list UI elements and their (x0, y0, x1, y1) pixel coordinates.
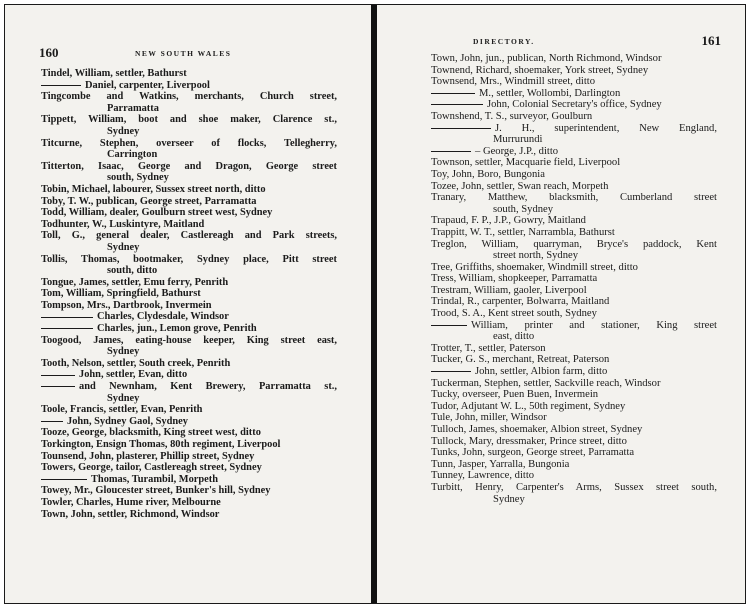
directory-entry (41, 439, 337, 451)
entry-text: Tress, William, shopkeeper, Parramatta (431, 273, 598, 285)
entry-text: Tongue, James, settler, Emu ferry, Penrith (41, 276, 229, 288)
entry-text: Tree, Griffiths, shoemaker, Windmill street, ditto (431, 261, 638, 273)
entry-text: Trindal, R., carpenter, Bolwarra, Maitland (431, 296, 610, 308)
entry-text: Towers, George, tailor, Castlereagh street, Sydney (41, 462, 262, 474)
entry-text: Tunks, John, surgeon, George street, Parramatta (431, 447, 635, 459)
directory-entry (431, 181, 717, 193)
directory-entry (431, 447, 717, 459)
entry-text: Town, John, jun., publican, North Richmond, Windsor (431, 53, 662, 64)
entry-text: Tippett, William, boot and shoe maker, Clarence st., (41, 114, 337, 126)
directory-entry (41, 323, 337, 335)
entry-continuation-line (41, 242, 337, 254)
entry-text: John, Sydney Gaol, Sydney (67, 415, 188, 427)
entry-continuation-line (431, 134, 717, 146)
directory-entry (431, 99, 717, 111)
directory-entry (431, 343, 717, 355)
entry-text: Townson, settler, Macquarie field, Liverpool (431, 157, 621, 169)
entry-text: Sydney (107, 125, 140, 137)
ditto-dash (431, 371, 471, 372)
entry-text: Trestram, William, gaoler, Liverpool (431, 284, 587, 296)
directory-entry (41, 509, 337, 521)
entry-text: Tozee, John, settler, Swan reach, Morpeth (431, 180, 609, 192)
entry-text: J. H., superintendent, New England, (495, 122, 717, 134)
directory-entry (431, 436, 717, 448)
left-page (5, 5, 371, 603)
directory-entry (41, 474, 337, 486)
directory-entry (431, 169, 717, 181)
entry-text: – George, J.P., ditto (475, 145, 559, 157)
entry-continuation-line (431, 250, 717, 262)
directory-entry (431, 262, 717, 274)
directory-entry (431, 459, 717, 471)
entry-text: Tooth, Nelson, settler, South creek, Penrith (41, 357, 231, 369)
directory-entry (41, 207, 337, 219)
entry-text: John, settler, Evan, ditto (79, 369, 188, 381)
entry-text: Townsend, Mrs., Windmill street, ditto (431, 76, 596, 88)
directory-entry (41, 80, 337, 92)
directory-entry (431, 308, 717, 320)
entry-text: Toogood, James, eating-house keeper, King street east, (41, 334, 337, 346)
directory-entry (431, 389, 717, 401)
directory-entry (431, 88, 717, 100)
directory-entry (41, 369, 337, 381)
directory-entry (431, 354, 717, 366)
entry-text: Todhunter, W., Luskintyre, Maitland (41, 218, 205, 230)
entry-text: John, Colonial Secretary's office, Sydney (487, 99, 662, 111)
directory-entry (431, 320, 717, 332)
entry-text: Murrurundi (493, 134, 543, 146)
entry-text: Sydney (107, 392, 140, 404)
directory-entry (431, 215, 717, 227)
entry-text: Tulloch, James, shoemaker, Albion street, Sydney (431, 424, 643, 435)
entry-text: Thomas, Turambil, Morpeth (91, 473, 219, 485)
directory-entry (41, 288, 337, 300)
entry-continuation-line (431, 331, 717, 343)
entry-text: Townshend, T. S., surveyor, Goulburn (431, 110, 593, 122)
running-head-right: DIRECTORY. (473, 37, 535, 46)
directory-entry (431, 53, 717, 65)
entry-text: Charles, Clydesdale, Windsor (97, 311, 229, 323)
entry-text: Towler, Charles, Hume river, Melbourne (41, 496, 221, 508)
entry-text: Tollis, Thomas, bootmaker, Sydney place, Pitt street (41, 253, 337, 265)
directory-entry (41, 114, 337, 126)
entry-text: Tunney, Lawrence, ditto (431, 470, 535, 482)
entry-text: Tingcombe and Watkins, merchants, Church street, (41, 91, 337, 103)
directory-entry (431, 412, 717, 424)
entry-text: Titcurne, Stephen, overseer of flocks, Tellegherry, (41, 137, 337, 149)
entry-text: Tindel, William, settler, Bathurst (41, 68, 187, 79)
directory-entry (41, 404, 337, 416)
ditto-dash (431, 325, 467, 326)
directory-entry (431, 401, 717, 413)
directory-entry (431, 65, 717, 77)
ditto-dash (431, 104, 483, 105)
directory-entry (431, 227, 717, 239)
ditto-dash (41, 479, 87, 480)
directory-entry (41, 196, 337, 208)
entry-text: Sydney (493, 493, 525, 505)
directory-entry (431, 366, 717, 378)
directory-entries-left (41, 68, 337, 520)
ditto-dash (431, 128, 491, 129)
directory-entry (41, 358, 337, 370)
directory-entry (431, 76, 717, 88)
directory-entry (431, 296, 717, 308)
entry-text: Tunn, Jasper, Yarralla, Bungonia (431, 458, 570, 470)
directory-entry (41, 427, 337, 439)
directory-entry (431, 146, 717, 158)
directory-entry (431, 239, 717, 251)
directory-entry (431, 157, 717, 169)
entry-continuation-line (41, 126, 337, 138)
directory-entry (431, 470, 717, 482)
book-spread (4, 4, 746, 604)
entry-text: Tullock, Mary, dressmaker, Prince street, ditto (431, 435, 627, 447)
entry-text: south, ditto (107, 265, 158, 277)
directory-entry (41, 311, 337, 323)
entry-continuation-line (41, 103, 337, 115)
entry-text: Trotter, T., settler, Paterson (431, 342, 546, 354)
entry-text: Tooze, George, blacksmith, King street west, ditto (41, 427, 261, 439)
entry-text: Treglon, William, quarryman, Bryce's paddock, Kent (431, 238, 717, 250)
directory-entry (431, 111, 717, 123)
entry-continuation-line (41, 393, 337, 405)
entry-text: Towey, Mr., Gloucester street, Bunker's hill, Sydney (41, 485, 271, 497)
directory-entry (41, 138, 337, 150)
entry-text: east, ditto (493, 331, 535, 343)
entry-text: Sydney (107, 346, 140, 358)
ditto-dash (41, 386, 75, 387)
entry-text: John, settler, Albion farm, ditto (475, 366, 608, 378)
directory-entry (41, 254, 337, 266)
directory-entries-right (431, 53, 717, 505)
ditto-dash (431, 151, 471, 152)
ditto-dash (41, 317, 93, 318)
entry-text: M., settler, Wollombi, Darlington (479, 87, 621, 99)
entry-continuation-line (431, 494, 717, 506)
directory-entry (431, 192, 717, 204)
directory-entry (41, 219, 337, 231)
page-number-right: 161 (701, 33, 721, 48)
entry-continuation-line (41, 172, 337, 184)
directory-entry (431, 273, 717, 285)
entry-text: south, Sydney (107, 172, 169, 184)
entry-text: Tudor, Adjutant W. L., 50th regiment, Sydney (431, 400, 626, 412)
entry-text: Tuckerman, Stephen, settler, Sackville reach, Windsor (431, 377, 661, 389)
directory-entry (41, 161, 337, 173)
directory-entry (431, 378, 717, 390)
directory-entry (41, 335, 337, 347)
entry-continuation-line (431, 204, 717, 216)
directory-entry (41, 485, 337, 497)
directory-entry (431, 285, 717, 297)
entry-text: south, Sydney (493, 203, 554, 215)
entry-text: Torkington, Ensign Thomas, 80th regiment, Liverpool (41, 439, 281, 450)
entry-text: Trapaud, F. P., J.P., Gowry, Maitland (431, 215, 586, 227)
entry-text: Toy, John, Boro, Bungonia (431, 168, 545, 180)
entry-text: Tounsend, John, plasterer, Phillip street, Sydney (41, 450, 255, 462)
directory-entry (41, 230, 337, 242)
directory-entry (431, 482, 717, 494)
entry-continuation-line (41, 149, 337, 161)
entry-text: Town, John, settler, Richmond, Windsor (41, 508, 220, 520)
directory-entry (41, 497, 337, 509)
directory-entry (41, 91, 337, 103)
right-page (377, 5, 746, 603)
directory-entry (41, 462, 337, 474)
entry-text: Todd, William, dealer, Goulburn street west, Sydney (41, 207, 273, 219)
directory-entry (41, 381, 337, 393)
entry-text: Tom, William, Springfield, Bathurst (41, 288, 201, 300)
directory-entry (41, 68, 337, 80)
directory-entry (41, 184, 337, 196)
entry-text: Tompson, Mrs., Dartbrook, Invermein (41, 299, 212, 311)
entry-text: Charles, jun., Lemon grove, Penrith (97, 323, 257, 335)
entry-text: Daniel, carpenter, Liverpool (85, 79, 210, 91)
entry-text: Tucky, overseer, Puen Buen, Invermein (431, 389, 599, 401)
page-number-left: 160 (39, 45, 59, 60)
directory-entry (41, 451, 337, 463)
directory-entry (41, 277, 337, 289)
ditto-dash (41, 85, 81, 86)
running-head-left: NEW SOUTH WALES (135, 49, 232, 58)
entry-text: Trood, S. A., Kent street south, Sydney (431, 308, 597, 320)
entry-text: Tobin, Michael, labourer, Sussex street north, ditto (41, 183, 266, 195)
directory-entry (41, 300, 337, 312)
entry-text: Trappitt, W. T., settler, Narrambla, Bathurst (431, 226, 615, 238)
entry-text: Toby, T. W., publican, George street, Parramatta (41, 195, 257, 207)
directory-entry (41, 416, 337, 428)
entry-text: Toll, G., general dealer, Castlereagh and Park streets, (41, 230, 337, 242)
entry-continuation-line (41, 346, 337, 358)
directory-entry (431, 424, 717, 436)
directory-entry (431, 123, 717, 135)
ditto-dash (431, 93, 475, 94)
entry-text: William, printer and stationer, King street (471, 319, 717, 331)
entry-text: Turbitt, Henry, Carpenter's Arms, Sussex street south, (431, 481, 717, 493)
entry-text: Titterton, Isaac, George and Dragon, George street (41, 160, 337, 172)
ditto-dash (41, 375, 75, 376)
entry-text: Tucker, G. S., merchant, Retreat, Paterson (431, 354, 610, 366)
ditto-dash (41, 328, 93, 329)
ditto-dash (41, 421, 63, 422)
entry-text: Parramatta (107, 102, 159, 114)
entry-text: Carrington (107, 149, 158, 161)
entry-continuation-line (41, 265, 337, 277)
entry-text: Townend, Richard, shoemaker, York street, Sydney (431, 64, 649, 76)
entry-text: street north, Sydney (493, 250, 579, 262)
entry-text: Toole, Francis, settler, Evan, Penrith (41, 404, 203, 416)
entry-text: Tule, John, miller, Windsor (431, 412, 547, 424)
entry-text: and Newnham, Kent Brewery, Parramatta st., (79, 381, 337, 393)
entry-text: Tranary, Matthew, blacksmith, Cumberland street (431, 192, 717, 204)
entry-text: Sydney (107, 241, 140, 253)
